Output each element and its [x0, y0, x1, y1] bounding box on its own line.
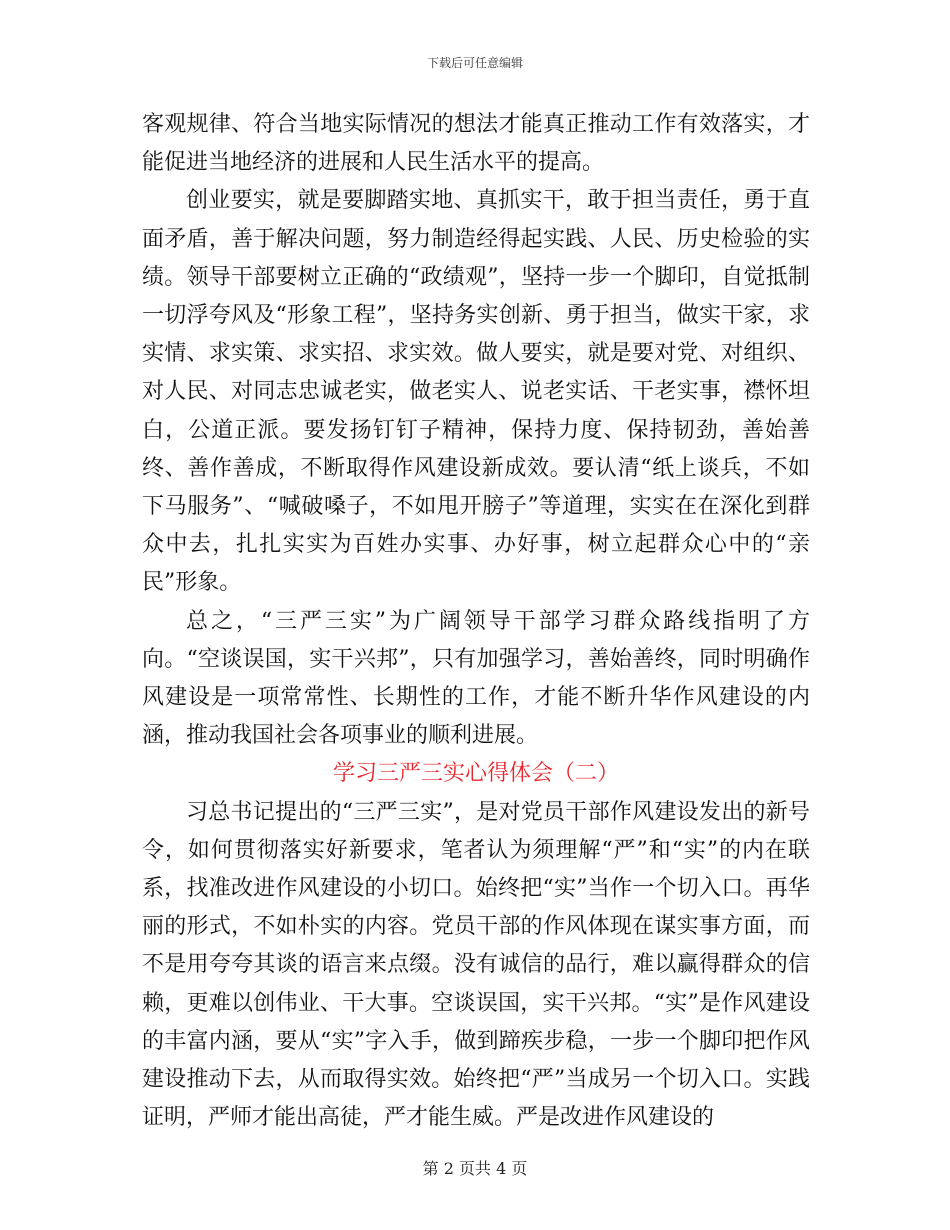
- paragraph-section-two: 习总书记提出的“三严三实”，是对党员干部作风建设发出的新号令，如何贯彻落实好新要求，笔者认为须理解“严”和“实”的内在联系，找准改进作风建设的小切口。始终把“实”当作一个切入口。再华丽的形式，不如朴实的内容。党员干部的作风体现在谋实事方面，而不是用夸夸其谈的语言来点缀。没有诚信的品行，难以赢得群众的信赖，更难以创伟业、干大事。空谈误国，实干兴邦。“实”是作风建设的丰富内涵，要从“实”字入手，做到蹄疾步稳，一步一个脚印把作风建设推动下去，从而取得实效。始终把“严”当成另一个切入口。实践证明，严师才能出高徒，严才能生威。严是改进作风建设的: [142, 799, 810, 1131]
- paragraph-conclusion: 总之，“三严三实”为广阔领导干部学习群众路线指明了方向。“空谈误国，实干兴邦”，只有加强学习，善始善终，同时明确作风建设是一项常常性、长期性的工作，才能不断升华作风建设的内涵，推动我国社会各项事业的顺利进展。: [142, 608, 810, 749]
- paragraph-entrepreneurship: 创业要实，就是要脚踏实地、真抓实干，敢于担当责任，勇于直面矛盾，善于解决问题，努力制造经得起实践、人民、历史检验的实绩。领导干部要树立正确的“政绩观”，坚持一步一个脚印，自觉抵制一切浮夸风及“形象工程”，坚持务实创新、勇于担当，做实干家，求实情、求实策、求实招、求实效。做人要实，就是要对党、对组织、对人民、对同志忠诚老实，做老实人、说老实话、干老实事，襟怀坦白，公道正派。要发扬钉钉子精神，保持力度、保持韧劲，善始善终、善作善成，不断取得作风建设新成效。要认清“纸上谈兵，不如下马服务”、“喊破嗓子，不如甩开膀子”等道理，实实在在深化到群众中去，扎扎实实为百姓办实事、办好事，树立起群众心中的“亲民”形象。: [142, 188, 810, 596]
- section-title: 学习三严三实心得体会（二）: [332, 761, 619, 787]
- paragraph-continued: 客观规律、符合当地实际情况的想法才能真正推动工作有效落实，才能促进当地经济的进展和人民生活水平的提高。: [142, 112, 810, 176]
- header-note: 下载后可任意编辑: [426, 56, 523, 70]
- page-number: 第 2 页共 4 页: [422, 1159, 528, 1178]
- document-body: [142, 106, 810, 1137]
